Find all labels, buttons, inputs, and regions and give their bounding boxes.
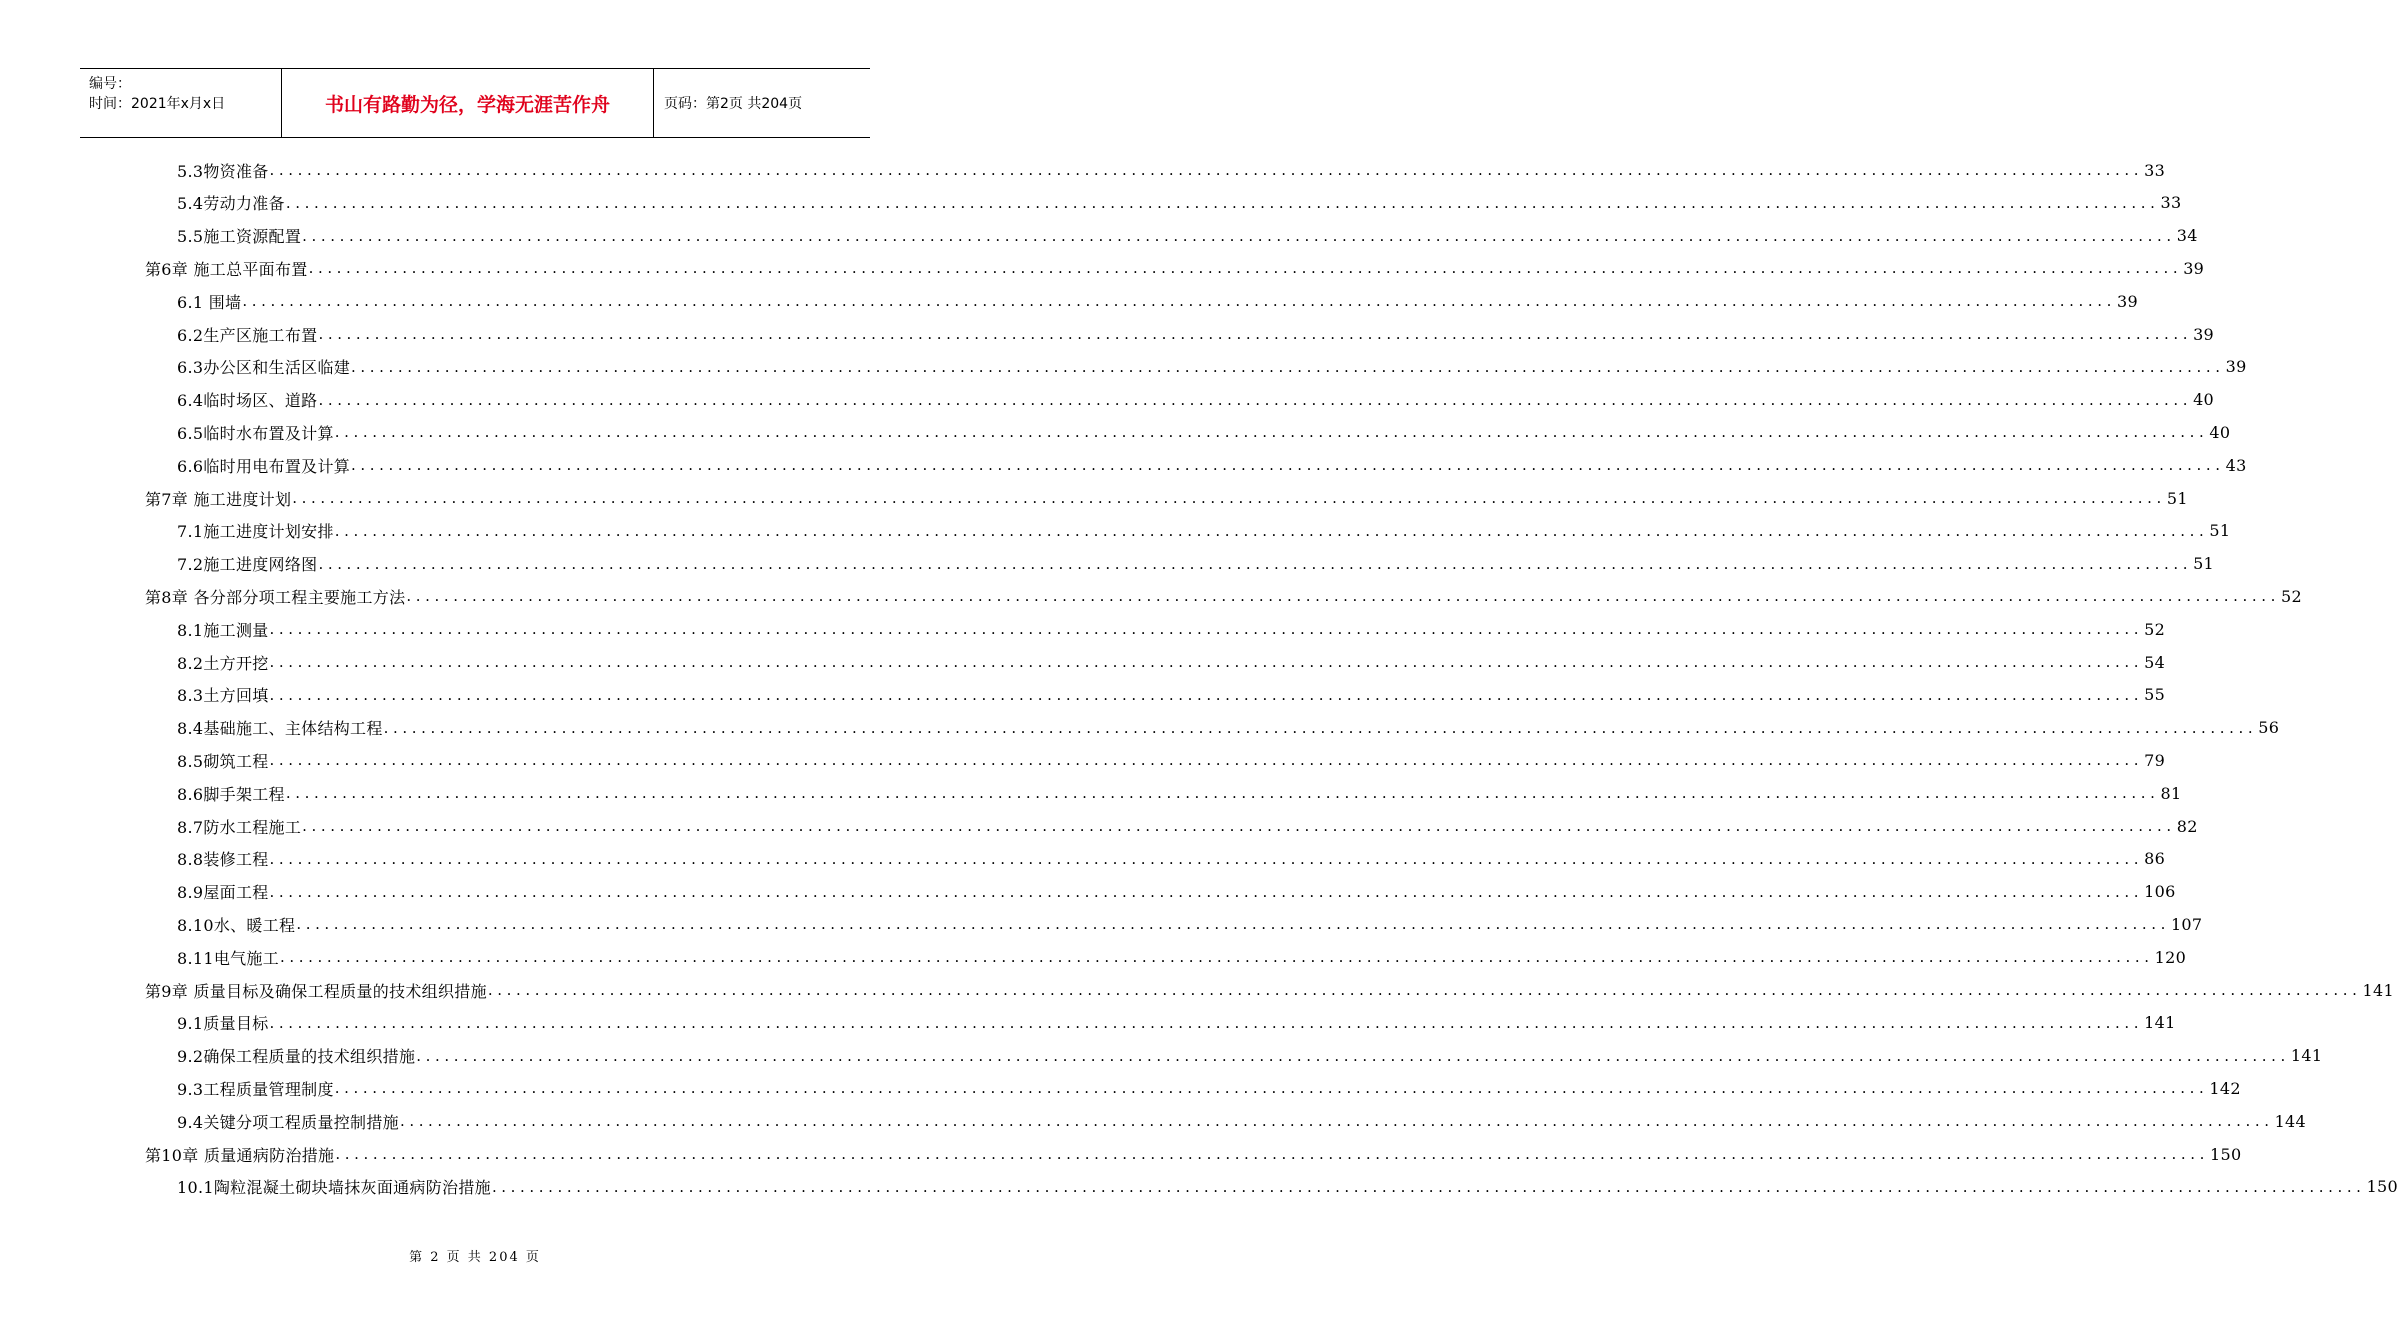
toc-entry-page: 51 — [2193, 554, 2215, 574]
toc-leader-dots: ........................................................................................................................................................................................................ — [269, 685, 2144, 704]
toc-leader-dots: ........................................................................................................................................................................................................ — [318, 325, 2193, 343]
toc-entry-label: 8.3土方回填 — [177, 686, 269, 706]
toc-leader-dots: ........................................................................................................................................................................................................ — [318, 390, 2193, 409]
toc-entry-page: 141 — [2290, 1046, 2323, 1066]
toc-entry[interactable] — [177, 351, 2247, 383]
toc-leader-dots: ........................................................................................................................................................................................................ — [487, 981, 2362, 999]
toc-entry-page: 39 — [2183, 258, 2205, 278]
toc-entry[interactable] — [177, 548, 2215, 580]
toc-entry[interactable] — [177, 515, 2231, 547]
toc-entry-page: 51 — [2209, 521, 2231, 541]
toc-entry[interactable] — [177, 416, 2231, 448]
toc-entry-label: 6.5临时水布置及计算 — [177, 423, 334, 443]
toc-entry-page: 106 — [2144, 882, 2176, 902]
toc-entry[interactable] — [177, 679, 2166, 711]
toc-entry-label: 6.2生产区施工布置 — [177, 325, 318, 345]
toc-leader-dots: ........................................................................................................................................................................................................ — [406, 587, 2280, 606]
toc-entry-page: 54 — [2144, 652, 2166, 672]
toc-entry-label: 9.1质量目标 — [177, 1014, 269, 1034]
toc-leader-dots: ........................................................................................................................................................................................................ — [269, 653, 2144, 671]
toc-entry-label: 6.1 围墙 — [177, 292, 242, 312]
toc-entry-page: 55 — [2144, 685, 2166, 705]
toc-entry[interactable] — [177, 941, 2187, 973]
toc-entry[interactable] — [145, 252, 2205, 284]
toc-entry-page: 150 — [2209, 1144, 2242, 1164]
toc-leader-dots: ........................................................................................................................................................................................................ — [334, 423, 2209, 442]
toc-leader-dots: ........................................................................................................................................................................................................ — [296, 915, 2170, 934]
toc-leader-dots: ........................................................................................................................................................................................................ — [399, 1112, 2274, 1131]
page-header — [80, 68, 870, 138]
toc-entry-label: 第8章 各分部分项工程主要施工方法 — [145, 587, 406, 607]
toc-entry-page: 33 — [2160, 193, 2182, 213]
toc-leader-dots: ........................................................................................................................................................................................................ — [318, 554, 2193, 573]
toc-leader-dots: ........................................................................................................................................................................................................ — [242, 292, 2116, 311]
header-slogan: 书山有路勤为径，学海无涯苦作舟 — [282, 69, 654, 137]
toc-entry[interactable] — [177, 1072, 2241, 1104]
toc-entry-label: 5.4劳动力准备 — [177, 194, 285, 214]
toc-leader-dots: ........................................................................................................................................................................................................ — [351, 357, 2225, 376]
toc-entry-page: 81 — [2160, 783, 2182, 803]
toc-leader-dots: ........................................................................................................................................................................................................ — [269, 751, 2144, 770]
toc-entry-label: 8.6脚手架工程 — [177, 784, 285, 804]
toc-entry[interactable] — [177, 843, 2166, 875]
toc-entry-page: 141 — [2362, 980, 2394, 1000]
toc-entry[interactable] — [177, 154, 2166, 186]
toc-entry-page: 39 — [2193, 324, 2215, 344]
toc-leader-dots: ........................................................................................................................................................................................................ — [269, 882, 2144, 901]
toc-leader-dots: ........................................................................................................................................................................................................ — [269, 1013, 2144, 1032]
toc-entry-label: 8.1施工测量 — [177, 620, 269, 640]
toc-leader-dots: ........................................................................................................................................................................................................ — [335, 1145, 2209, 1163]
toc-entry[interactable] — [177, 187, 2182, 219]
toc-entry[interactable] — [177, 1007, 2176, 1039]
toc-entry[interactable] — [177, 744, 2166, 776]
toc-leader-dots: ........................................................................................................................................................................................................ — [269, 620, 2144, 639]
toc-entry[interactable] — [177, 384, 2215, 416]
toc-entry-page: 86 — [2144, 849, 2166, 869]
toc-entry-label: 第7章 施工进度计划 — [145, 489, 292, 509]
toc-entry-label: 8.9屋面工程 — [177, 883, 269, 903]
toc-entry[interactable] — [145, 482, 2188, 514]
toc-entry-label: 第6章 施工总平面布置 — [145, 259, 308, 279]
toc-entry-label: 8.4基础施工、主体结构工程 — [177, 719, 383, 739]
toc-entry[interactable] — [177, 1040, 2323, 1072]
toc-entry[interactable] — [177, 449, 2247, 481]
toc-entry-page: 33 — [2144, 160, 2166, 180]
toc-leader-dots: ........................................................................................................................................................................................................ — [383, 718, 2258, 737]
date-label: 时间：2021年x月x日 — [89, 96, 226, 112]
toc-entry-page: 107 — [2170, 914, 2203, 934]
toc-entry[interactable] — [177, 646, 2166, 678]
toc-entry[interactable] — [177, 285, 2138, 317]
toc-entry-label: 5.5施工资源配置 — [177, 227, 302, 247]
toc-leader-dots: ........................................................................................................................................................................................................ — [285, 784, 2160, 803]
toc-leader-dots: ........................................................................................................................................................................................................ — [292, 489, 2166, 507]
toc-entry-label: 6.6临时用电布置及计算 — [177, 456, 351, 476]
toc-entry-page: 79 — [2144, 750, 2166, 770]
page-footer: 第 2 页 共 204 页 — [409, 1250, 541, 1265]
toc-entry-label: 9.4关键分项工程质量控制措施 — [177, 1112, 399, 1132]
toc-leader-dots: ........................................................................................................................................................................................................ — [308, 259, 2183, 278]
toc-entry[interactable] — [177, 876, 2176, 908]
toc-leader-dots: ........................................................................................................................................................................................................ — [334, 1079, 2209, 1098]
toc-entry-label: 8.2土方开挖 — [177, 653, 269, 673]
toc-entry-label: 7.1施工进度计划安排 — [177, 522, 334, 542]
toc-entry-page: 39 — [2116, 291, 2138, 311]
toc-entry[interactable] — [177, 712, 2280, 744]
toc-entry-label: 9.2确保工程质量的技术组织措施 — [177, 1047, 416, 1067]
toc-leader-dots: ........................................................................................................................................................................................................ — [269, 849, 2144, 868]
toc-entry-label: 第9章 质量目标及确保工程质量的技术组织措施 — [145, 981, 487, 1001]
toc-entry[interactable] — [177, 318, 2215, 350]
toc-entry-page: 56 — [2258, 718, 2280, 738]
toc-entry[interactable] — [177, 613, 2166, 645]
toc-entry-page: 40 — [2209, 422, 2231, 442]
toc-entry[interactable] — [177, 908, 2203, 940]
toc-entry-page: 39 — [2225, 357, 2247, 377]
toc-leader-dots: ........................................................................................................................................................................................................ — [269, 161, 2144, 179]
toc-leader-dots: ........................................................................................................................................................................................................ — [302, 226, 2176, 245]
toc-leader-dots: ........................................................................................................................................................................................................ — [302, 817, 2176, 835]
toc-leader-dots: ........................................................................................................................................................................................................ — [491, 1177, 2366, 1196]
toc-entry-page: 142 — [2209, 1078, 2241, 1098]
toc-entry-label: 6.4临时场区、道路 — [177, 391, 318, 411]
toc-leader-dots: ........................................................................................................................................................................................................ — [280, 948, 2154, 967]
toc-entry-page: 51 — [2166, 488, 2188, 508]
header-page-info: 页码：第2页 共204页 — [664, 96, 803, 112]
toc-leader-dots: ........................................................................................................................................................................................................ — [416, 1046, 2290, 1065]
toc-entry-label: 6.3办公区和生活区临建 — [177, 358, 351, 378]
toc-leader-dots: ........................................................................................................................................................................................................ — [351, 456, 2225, 475]
toc-entry-label: 第10章 质量通病防治措施 — [145, 1145, 335, 1165]
toc-entry[interactable] — [177, 1105, 2307, 1137]
toc-leader-dots: ........................................................................................................................................................................................................ — [334, 521, 2209, 540]
toc-entry-label: 10.1陶粒混凝土砌块墙抹灰面通病防治措施 — [177, 1178, 491, 1198]
doc-number-label: 编号： — [89, 76, 131, 92]
toc-entry[interactable] — [145, 974, 2394, 1006]
toc-entry-page: 52 — [2144, 619, 2166, 639]
toc-entry-page: 82 — [2176, 816, 2198, 836]
toc-entry[interactable] — [177, 220, 2198, 252]
toc-entry-label: 8.7防水工程施工 — [177, 817, 302, 837]
toc-entry-page: 43 — [2225, 455, 2247, 475]
toc-entry-label: 8.8装修工程 — [177, 850, 269, 870]
toc-leader-dots: ........................................................................................................................................................................................................ — [285, 193, 2160, 212]
toc-entry-label: 8.5砌筑工程 — [177, 751, 269, 771]
toc-entry[interactable] — [177, 777, 2182, 809]
toc-entry-page: 52 — [2281, 586, 2302, 606]
toc-entry-page: 34 — [2176, 226, 2198, 246]
toc-entry-label: 9.3工程质量管理制度 — [177, 1079, 334, 1099]
toc-entry-page: 141 — [2144, 1013, 2176, 1033]
header-meta-cell — [80, 69, 282, 137]
toc-entry-page: 150 — [2366, 1177, 2398, 1197]
toc-entry-page: 144 — [2274, 1111, 2307, 1131]
toc-entry-page: 40 — [2193, 390, 2215, 410]
toc-entry-label: 8.10水、暖工程 — [177, 915, 296, 935]
toc-entry-page: 120 — [2154, 947, 2187, 967]
toc-entry[interactable] — [145, 1138, 2242, 1170]
toc-entry[interactable] — [177, 810, 2198, 842]
toc-entry-label: 8.11电气施工 — [177, 948, 280, 968]
toc-entry-label: 7.2施工进度网络图 — [177, 555, 318, 575]
toc-entry-label: 5.3物资准备 — [177, 161, 269, 181]
toc-entry[interactable] — [145, 580, 2302, 612]
toc-entry[interactable] — [177, 1171, 2398, 1203]
